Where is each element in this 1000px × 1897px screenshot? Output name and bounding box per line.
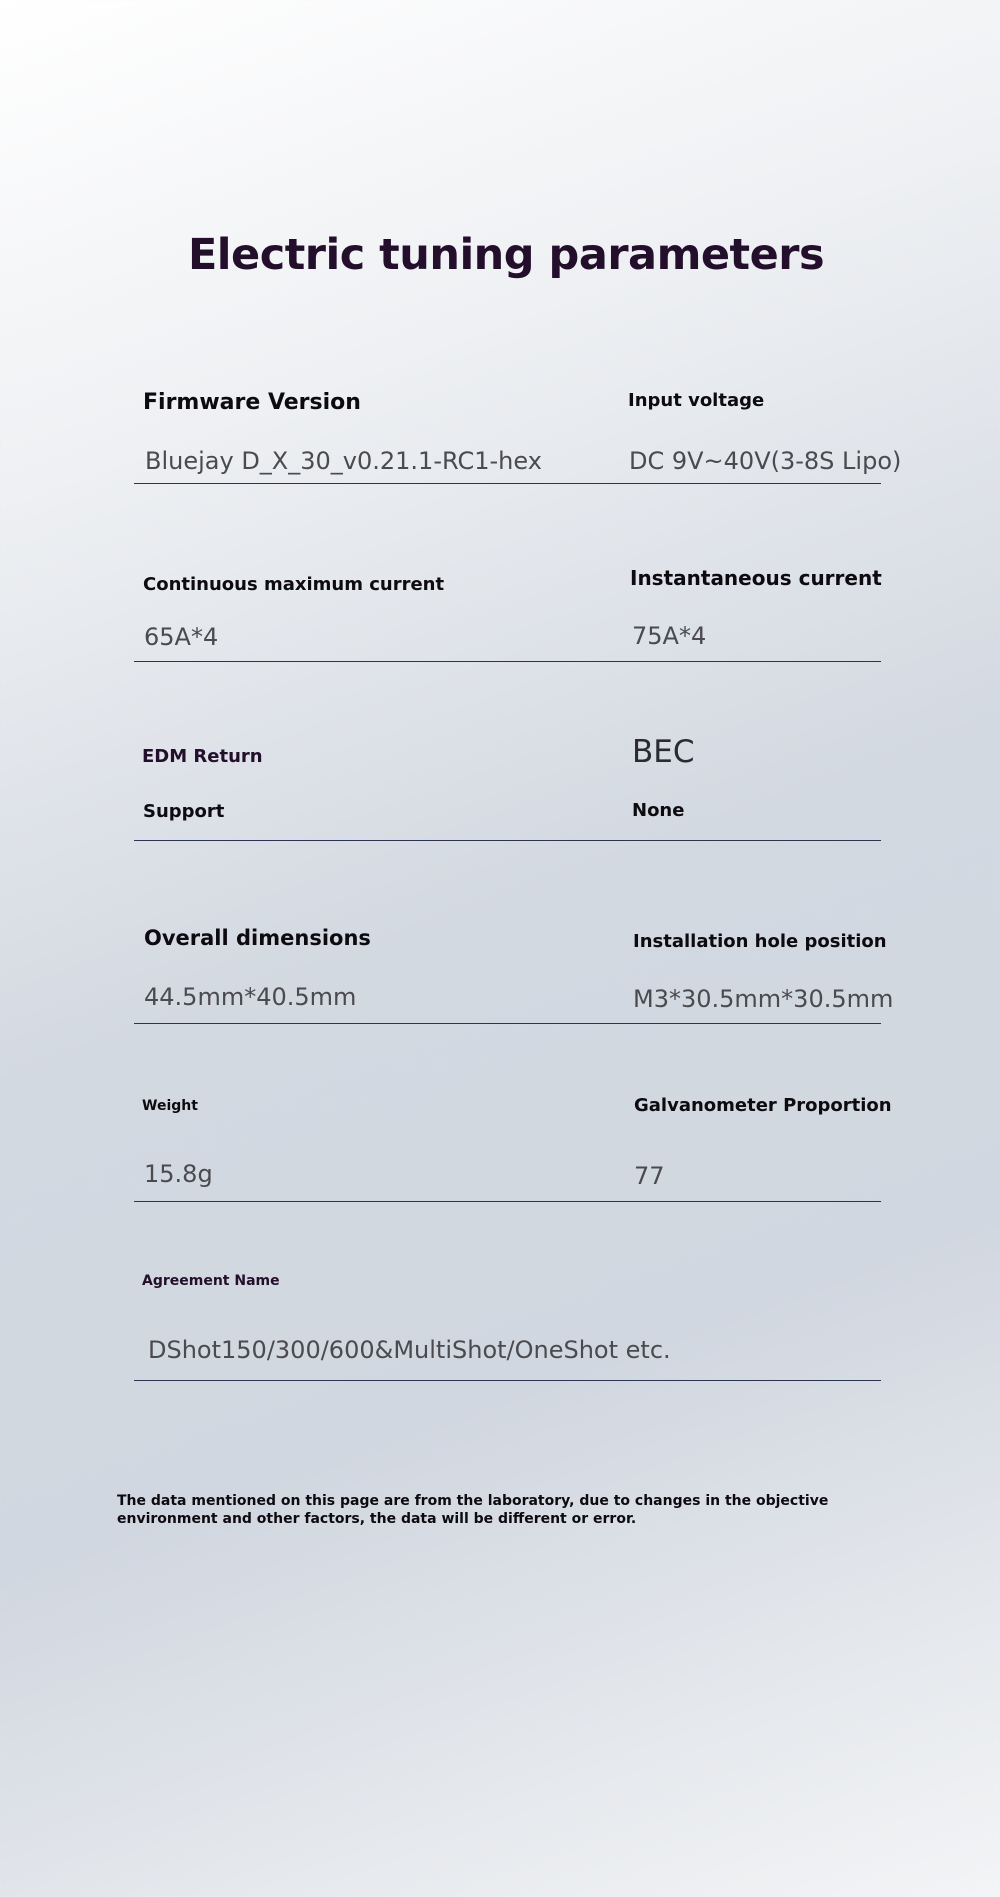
galvanometer-proportion-value: 77	[634, 1162, 665, 1190]
edm-return-label: EDM Return	[142, 746, 263, 767]
row-divider	[134, 1380, 881, 1381]
instantaneous-current-label: Instantaneous current	[630, 566, 882, 590]
row-divider	[134, 840, 881, 841]
overall-dimensions-value: 44.5mm*40.5mm	[144, 983, 357, 1011]
firmware-version-value: Bluejay D_X_30_v0.21.1-RC1-hex	[145, 447, 542, 475]
row-divider	[134, 1023, 881, 1024]
row-divider	[134, 483, 881, 484]
bec-value: None	[632, 800, 685, 821]
instantaneous-current-value: 75A*4	[632, 622, 707, 650]
installation-hole-value: M3*30.5mm*30.5mm	[633, 985, 894, 1013]
edm-return-value: Support	[143, 801, 225, 822]
page-title: Electric tuning parameters	[187, 230, 825, 280]
row-divider	[134, 661, 881, 662]
agreement-name-label: Agreement Name	[142, 1273, 280, 1289]
overall-dimensions-label: Overall dimensions	[144, 926, 371, 950]
bec-label: BEC	[632, 734, 695, 770]
input-voltage-label: Input voltage	[628, 390, 765, 411]
firmware-version-label: Firmware Version	[143, 390, 361, 415]
input-voltage-value: DC 9V~40V(3-8S Lipo)	[629, 447, 902, 475]
continuous-current-label: Continuous maximum current	[143, 574, 445, 595]
installation-hole-label: Installation hole position	[633, 931, 887, 952]
weight-value: 15.8g	[144, 1160, 213, 1188]
agreement-name-value: DShot150/300/600&MultiShot/OneShot etc.	[148, 1336, 671, 1364]
disclaimer-text: The data mentioned on this page are from the laboratory, due to changes in the objective environment and other factors, the data will be different or error.	[117, 1493, 829, 1527]
row-divider	[134, 1201, 881, 1202]
weight-label: Weight	[142, 1098, 198, 1114]
galvanometer-proportion-label: Galvanometer Proportion	[634, 1095, 892, 1116]
continuous-current-value: 65A*4	[144, 623, 219, 651]
